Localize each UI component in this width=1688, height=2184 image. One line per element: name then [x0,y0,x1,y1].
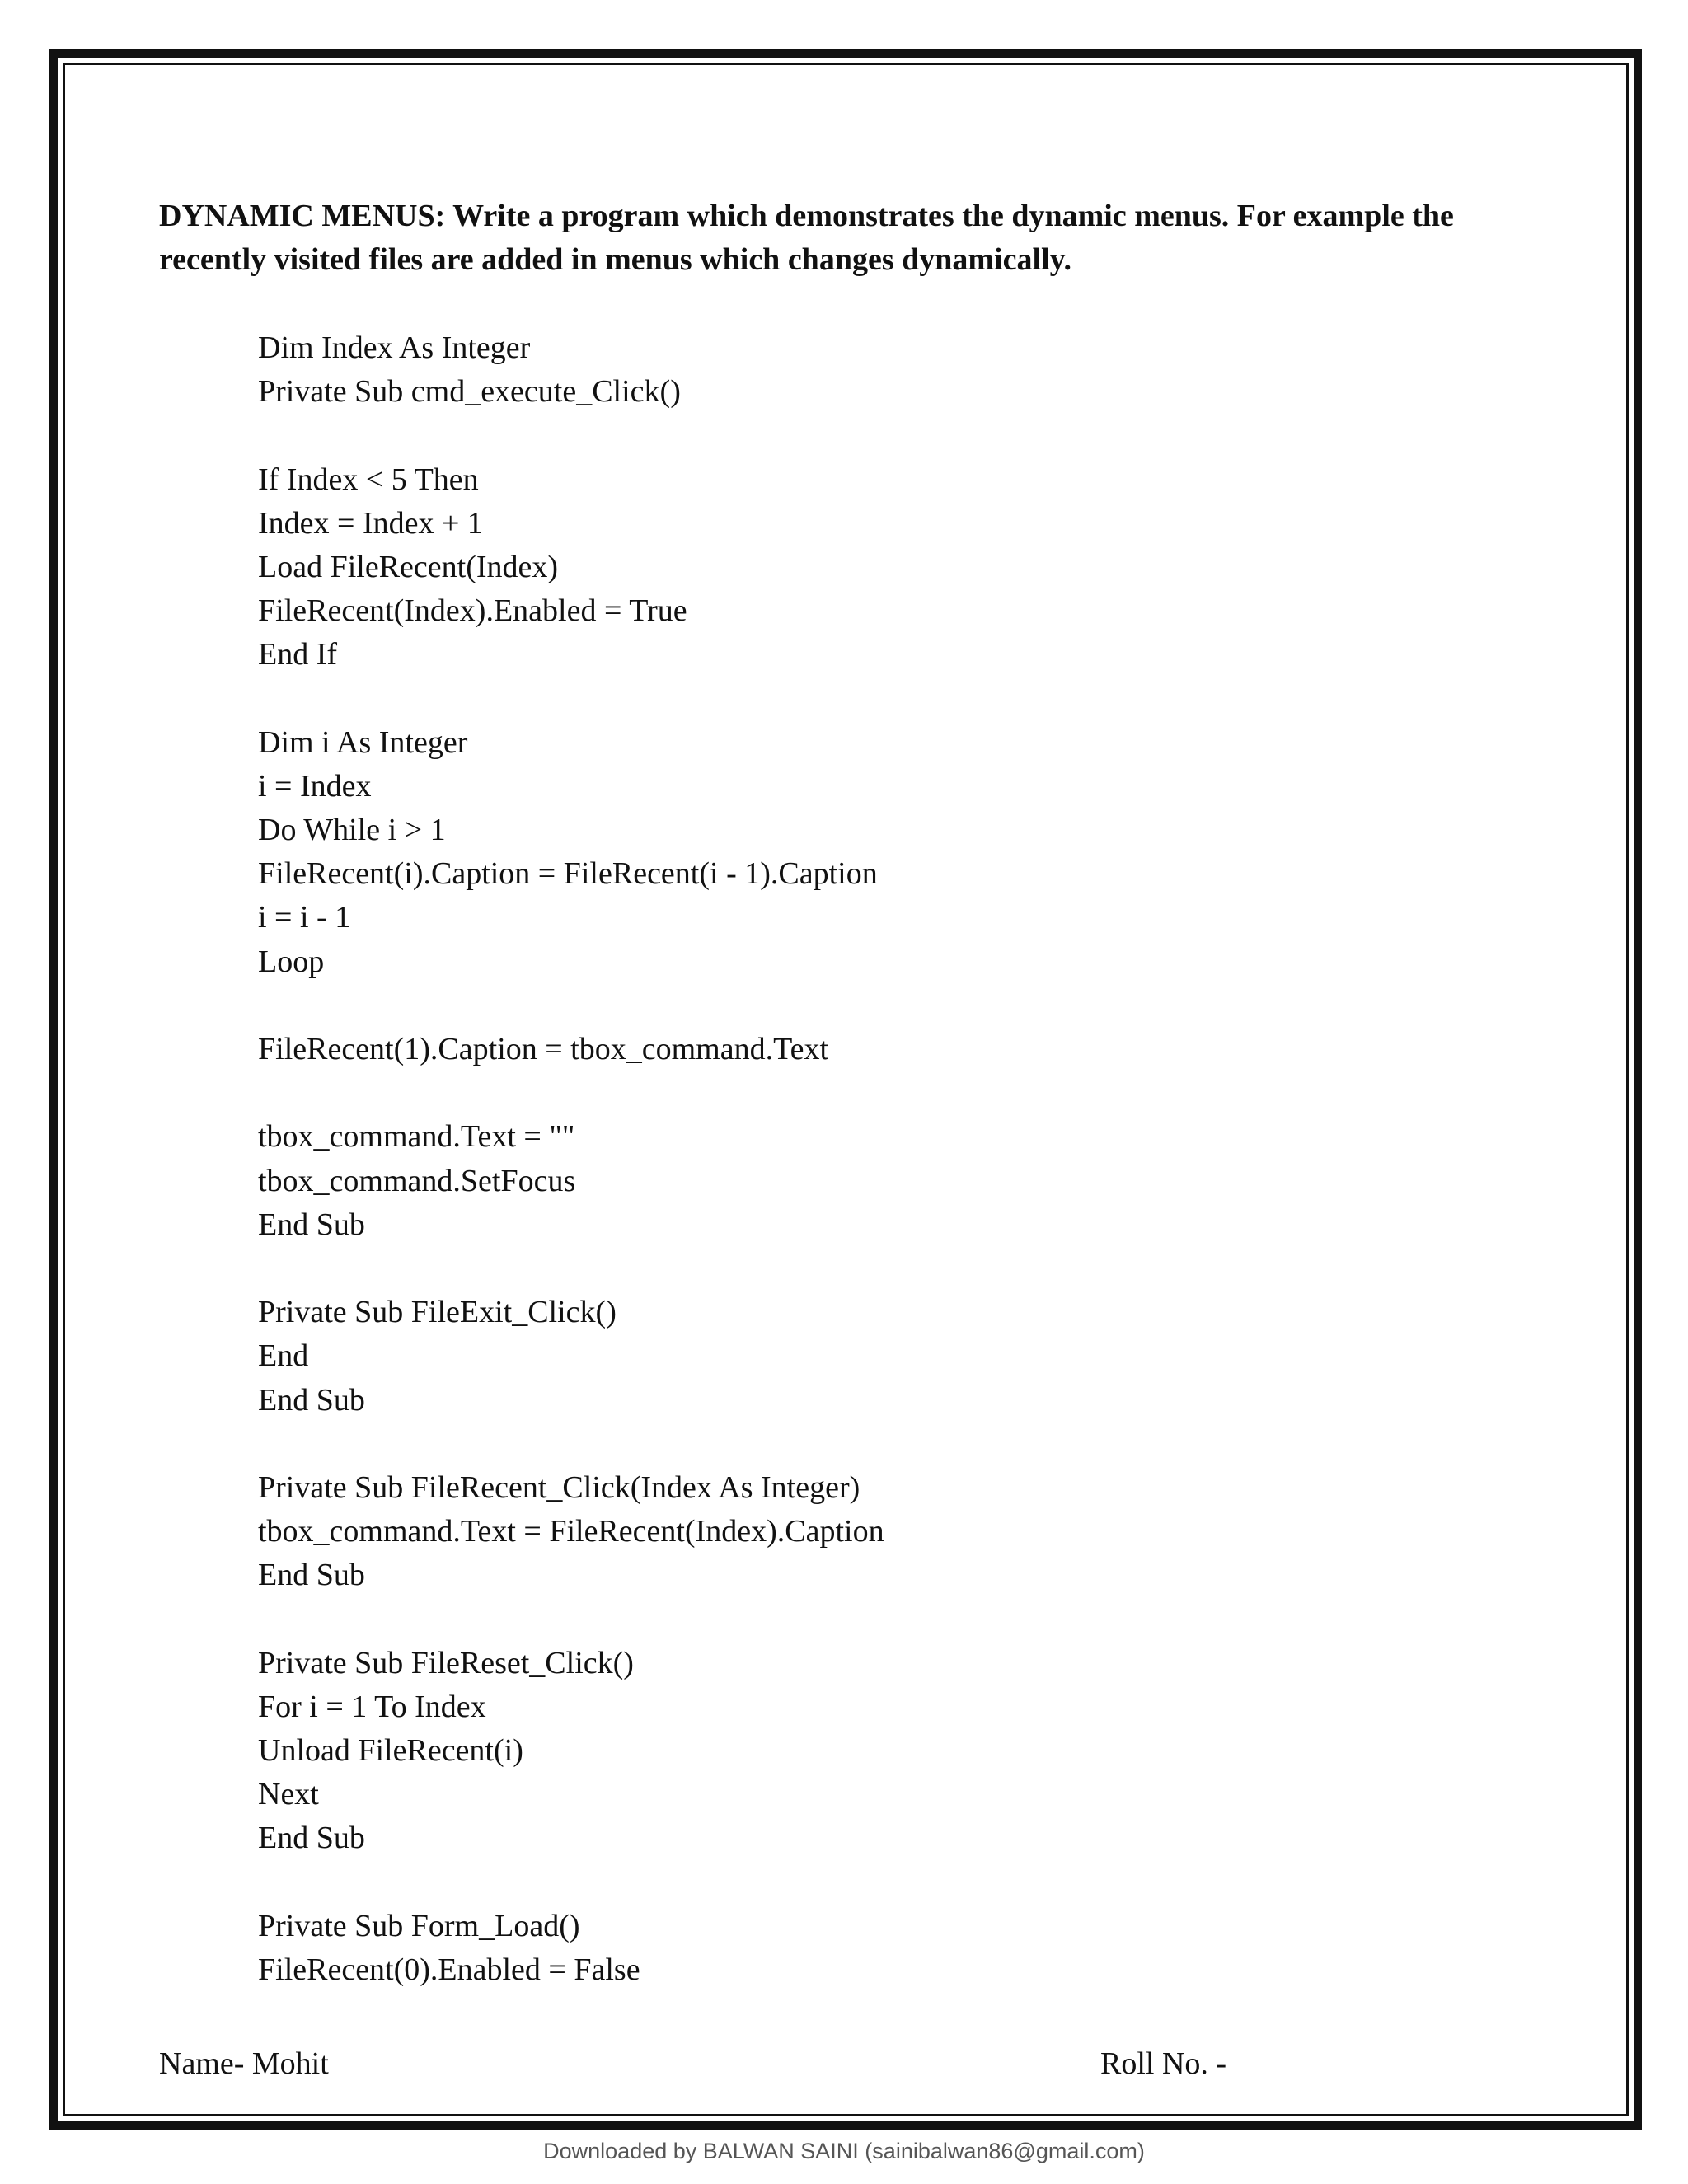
code-line: End Sub [258,1207,365,1242]
code-line: End Sub [258,1558,365,1593]
footer-roll-number: Roll No. - [1100,2046,1227,2081]
code-line [258,1861,884,1905]
code-line [258,414,884,457]
code-line: Private Sub cmd_execute_Click() [258,374,681,410]
code-line [258,984,884,1028]
code-line: Private Sub FileRecent_Click(Index As Integer) [258,1469,860,1505]
code-line: End Sub [258,1382,365,1418]
code-line [258,1247,884,1291]
download-note: Downloaded by BALWAN SAINI (sainibalwan86@gmail.com) [543,2139,1145,2163]
code-line: Private Sub FileExit_Click() [258,1295,617,1330]
code-line: End [258,1338,309,1374]
code-line: tbox_command.SetFocus [258,1163,576,1198]
question-heading: DYNAMIC MENUS: Write a program which demonstrates the dynamic menus. For example the recently visited files are added in menus which changes dynamically. [159,199,1454,277]
code-line: Next [258,1777,319,1812]
code-line [258,1422,884,1466]
code-line [258,1071,884,1115]
code-line [258,1597,884,1641]
code-line: For i = 1 To Index [258,1689,486,1724]
code-line: Dim i As Integer [258,724,468,760]
code-line: i = Index [258,768,372,804]
code-line: End If [258,637,338,673]
code-line [258,677,884,721]
code-line: Private Sub FileReset_Click() [258,1645,634,1680]
code-line: Private Sub Form_Load() [258,1908,580,1943]
code-line: Loop [258,944,325,979]
code-line: If Index < 5 Then [258,462,479,497]
code-line: tbox_command.Text = FileRecent(Index).Caption [258,1514,884,1549]
footer-name: Name- Mohit [159,2046,329,2081]
code-line: FileRecent(1).Caption = tbox_command.Text [258,1032,829,1066]
code-block [258,326,884,1992]
code-line: Do While i > 1 [258,813,446,848]
code-line: Load FileRecent(Index) [258,549,559,584]
code-line: Unload FileRecent(i) [258,1733,523,1768]
code-line: Index = Index + 1 [258,505,483,541]
code-line: FileRecent(Index).Enabled = True [258,593,687,629]
code-line: tbox_command.Text = "" [258,1119,575,1155]
code-line: FileRecent(0).Enabled = False [258,1952,640,1987]
code-line: i = i - 1 [258,900,351,935]
code-line: Dim Index As Integer [258,330,531,365]
code-line: FileRecent(i).Caption = FileRecent(i - 1).Caption [258,856,878,892]
code-line: End Sub [258,1821,365,1856]
